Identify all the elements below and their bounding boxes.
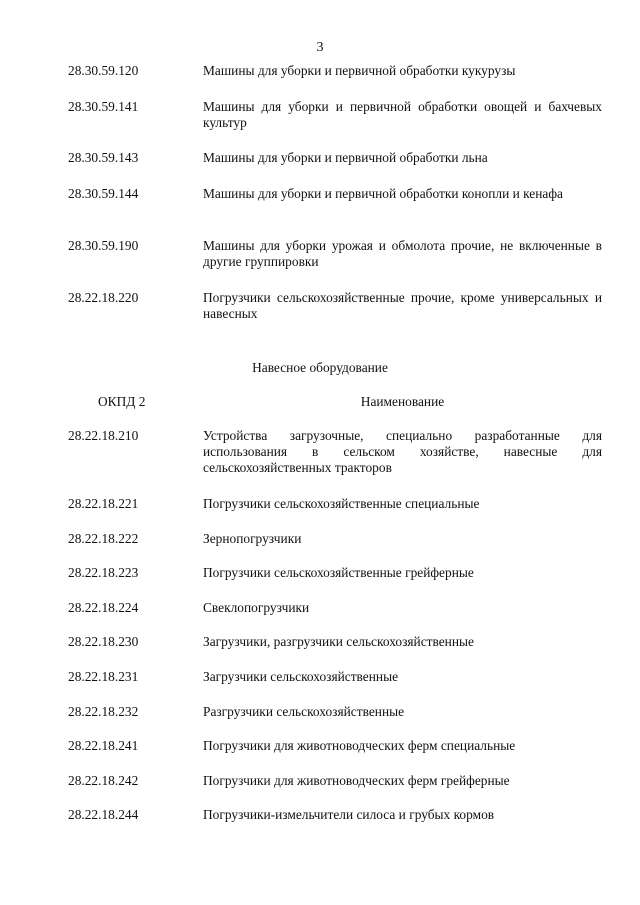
okpd-code: 28.30.59.120	[68, 63, 139, 78]
item-name: Погрузчики для животноводческих ферм специальные	[203, 738, 516, 753]
column-header-name: Наименование	[360, 394, 445, 409]
okpd-code: 28.22.18.224	[68, 600, 139, 615]
okpd-code: 28.22.18.230	[68, 634, 139, 649]
okpd-code: 28.22.18.241	[68, 738, 139, 753]
okpd-code: 28.22.18.232	[68, 704, 139, 719]
item-name: Погрузчики-измельчители силоса и грубых кормов	[203, 807, 495, 822]
item-name: Свеклопогрузчики	[203, 600, 310, 615]
okpd-code: 28.30.59.141	[68, 99, 139, 114]
okpd-code: 28.30.59.190	[68, 238, 139, 253]
okpd-code: 28.22.18.231	[68, 669, 139, 684]
item-name: Машины для уборки и первичной обработки льна	[203, 150, 488, 165]
item-name: Устройства загрузочные, специально разработанные для использования в сельском хозяйстве, навесные для сельскохозяйственных тракторов	[203, 428, 602, 475]
page-number: 3	[316, 40, 324, 55]
item-name: Погрузчики сельскохозяйственные специальные	[203, 496, 480, 511]
okpd-code: 28.22.18.220	[68, 290, 139, 305]
okpd-code: 28.30.59.144	[68, 186, 139, 201]
item-name: Разгрузчики сельскохозяйственные	[203, 704, 405, 719]
item-name: Загрузчики, разгрузчики сельскохозяйственные	[203, 634, 474, 649]
item-name: Машины для уборки и первичной обработки конопли и кенафа	[203, 186, 563, 201]
okpd-code: 28.22.18.242	[68, 773, 139, 788]
okpd-code: 28.22.18.221	[68, 496, 139, 511]
section-title: Навесное оборудование	[252, 360, 388, 375]
okpd-code: 28.22.18.244	[68, 807, 139, 822]
okpd-code: 28.22.18.222	[68, 531, 139, 546]
item-name: Машины для уборки и первичной обработки кукурузы	[203, 63, 516, 78]
okpd-code: 28.22.18.210	[68, 428, 139, 443]
column-header-code: ОКПД 2	[98, 394, 146, 409]
item-name: Загрузчики сельскохозяйственные	[203, 669, 399, 684]
item-name: Погрузчики сельскохозяйственные грейферные	[203, 565, 474, 580]
item-name: Машины для уборки и первичной обработки овощей и бахчевых культур	[203, 99, 602, 130]
okpd-code: 28.22.18.223	[68, 565, 139, 580]
okpd-code: 28.30.59.143	[68, 150, 139, 165]
item-name: Погрузчики сельскохозяйственные прочие, кроме универсальных и навесных	[203, 290, 602, 321]
item-name: Зернопогрузчики	[203, 531, 302, 546]
item-name: Машины для уборки урожая и обмолота прочие, не включенные в другие группировки	[203, 238, 602, 269]
item-name: Погрузчики для животноводческих ферм грейферные	[203, 773, 510, 788]
